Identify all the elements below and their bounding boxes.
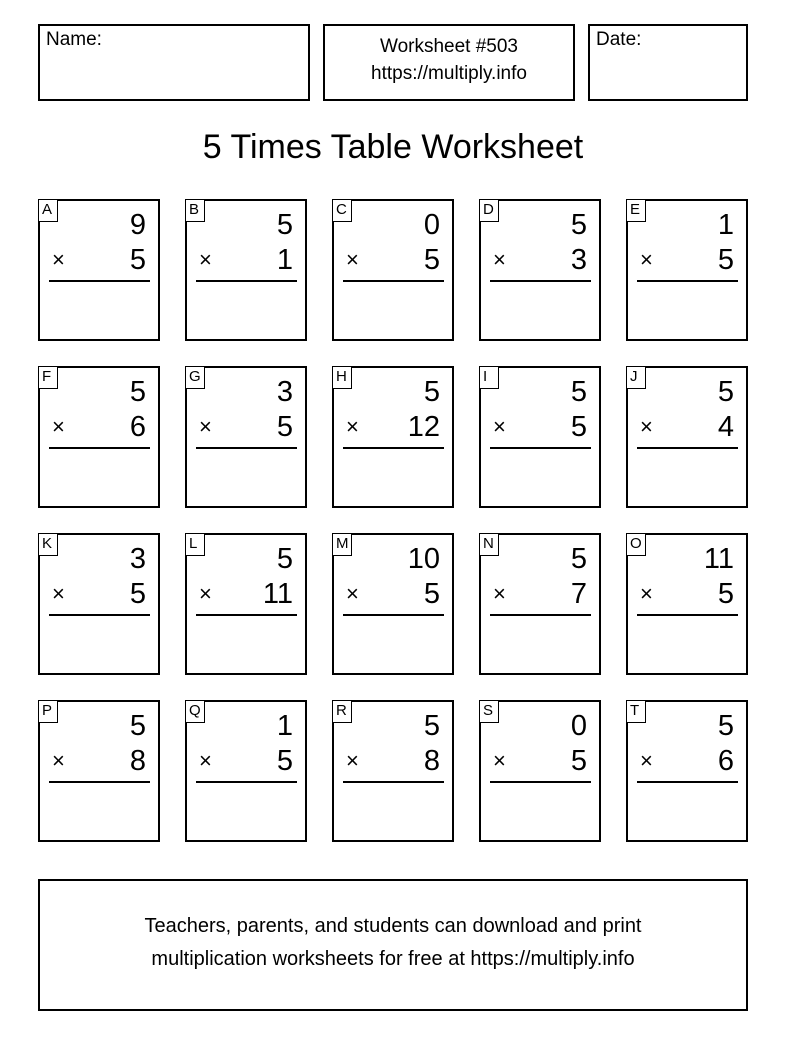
multiplicand: 5: [129, 710, 146, 742]
answer-line: [343, 614, 444, 616]
multiplier: 12: [407, 411, 440, 443]
times-sign: ×: [346, 581, 359, 606]
problem-c[interactable]: [332, 199, 454, 341]
page-title: 5 Times Table Worksheet: [202, 128, 584, 166]
times-sign: ×: [52, 414, 65, 439]
multiplier: 5: [423, 244, 440, 276]
worksheet-url: https://multiply.info: [371, 63, 527, 84]
problem-f[interactable]: [38, 366, 160, 508]
problem-letter: I: [479, 366, 499, 389]
multiplier: 5: [129, 578, 146, 610]
footer-line-2: multiplication worksheets for free at https://multiply.info: [151, 948, 635, 970]
problem-letter: K: [38, 533, 58, 556]
multiplier: 3: [570, 244, 587, 276]
answer-line: [490, 614, 591, 616]
multiplier: 5: [276, 745, 293, 777]
multiplier: 8: [423, 745, 440, 777]
times-sign: ×: [52, 748, 65, 773]
multiplier: 5: [276, 411, 293, 443]
answer-line: [49, 447, 150, 449]
problem-m[interactable]: [332, 533, 454, 675]
problem-letter: E: [626, 199, 646, 222]
problem-letter: T: [626, 700, 646, 723]
problem-letter: H: [332, 366, 352, 389]
multiplier: 6: [129, 411, 146, 443]
multiplicand: 5: [276, 209, 293, 241]
worksheet-number: Worksheet #503: [379, 36, 518, 57]
answer-line: [490, 280, 591, 282]
answer-line: [343, 447, 444, 449]
times-sign: ×: [640, 414, 653, 439]
date-box[interactable]: [588, 24, 748, 101]
problem-letter: P: [38, 700, 58, 723]
problem-p[interactable]: [38, 700, 160, 842]
multiplicand: 5: [276, 543, 293, 575]
times-sign: ×: [346, 748, 359, 773]
multiplicand: 5: [570, 209, 587, 241]
multiplicand: 0: [423, 209, 440, 241]
problem-letter: A: [38, 199, 58, 222]
times-sign: ×: [199, 581, 212, 606]
problem-letter: F: [38, 366, 58, 389]
multiplicand: 5: [423, 376, 440, 408]
multiplicand: 3: [276, 376, 293, 408]
times-sign: ×: [52, 581, 65, 606]
multiplier: 4: [717, 411, 734, 443]
multiplier: 1: [276, 244, 293, 276]
problem-e[interactable]: [626, 199, 748, 341]
multiplicand: 5: [129, 376, 146, 408]
multiplicand: 10: [407, 543, 440, 575]
problem-d[interactable]: [479, 199, 601, 341]
multiplicand: 9: [129, 209, 146, 241]
date-label: Date:: [596, 29, 642, 50]
problem-letter: C: [332, 199, 352, 222]
multiplier: 5: [717, 244, 734, 276]
times-sign: ×: [493, 748, 506, 773]
problem-letter: O: [626, 533, 646, 556]
times-sign: ×: [640, 581, 653, 606]
multiplier: 5: [129, 244, 146, 276]
answer-line: [637, 614, 738, 616]
multiplier: 7: [570, 578, 587, 610]
times-sign: ×: [640, 748, 653, 773]
multiplier: 5: [570, 745, 587, 777]
answer-line: [490, 781, 591, 783]
problem-letter: Q: [185, 700, 205, 723]
multiplier: 5: [570, 411, 587, 443]
answer-line: [49, 280, 150, 282]
name-label: Name:: [46, 29, 102, 50]
multiplier: 11: [262, 578, 293, 610]
problem-k[interactable]: [38, 533, 160, 675]
problem-n[interactable]: [479, 533, 601, 675]
answer-line: [49, 614, 150, 616]
problem-r[interactable]: [332, 700, 454, 842]
problem-t[interactable]: [626, 700, 748, 842]
times-sign: ×: [493, 581, 506, 606]
multiplicand: 3: [129, 543, 146, 575]
multiplier: 6: [717, 745, 734, 777]
answer-line: [196, 447, 297, 449]
times-sign: ×: [199, 748, 212, 773]
multiplicand: 5: [570, 376, 587, 408]
problem-letter: M: [332, 533, 352, 556]
times-sign: ×: [52, 247, 65, 272]
problem-j[interactable]: [626, 366, 748, 508]
problem-letter: D: [479, 199, 499, 222]
times-sign: ×: [640, 247, 653, 272]
times-sign: ×: [346, 247, 359, 272]
problem-letter: L: [185, 533, 205, 556]
problem-letter: N: [479, 533, 499, 556]
answer-line: [49, 781, 150, 783]
problem-q[interactable]: [185, 700, 307, 842]
name-box[interactable]: [38, 24, 310, 101]
footer-line-1: Teachers, parents, and students can download and print: [144, 915, 642, 937]
answer-line: [343, 781, 444, 783]
multiplicand: 5: [717, 376, 734, 408]
problem-a[interactable]: [38, 199, 160, 341]
footer-box: [38, 879, 748, 1011]
multiplicand: 1: [276, 710, 293, 742]
problem-o[interactable]: [626, 533, 748, 675]
problem-letter: R: [332, 700, 352, 723]
answer-line: [343, 280, 444, 282]
problem-s[interactable]: [479, 700, 601, 842]
times-sign: ×: [346, 414, 359, 439]
times-sign: ×: [493, 414, 506, 439]
times-sign: ×: [493, 247, 506, 272]
worksheet-info-box: [323, 24, 575, 101]
problem-l[interactable]: [185, 533, 307, 675]
answer-line: [196, 614, 297, 616]
problem-i[interactable]: [479, 366, 601, 508]
answer-line: [196, 781, 297, 783]
problem-g[interactable]: [185, 366, 307, 508]
multiplier: 5: [717, 578, 734, 610]
problem-b[interactable]: [185, 199, 307, 341]
multiplicand: 1: [717, 209, 734, 241]
multiplier: 8: [129, 745, 146, 777]
multiplier: 5: [423, 578, 440, 610]
times-sign: ×: [199, 247, 212, 272]
answer-line: [637, 781, 738, 783]
multiplicand: 5: [423, 710, 440, 742]
multiplicand: 0: [570, 710, 587, 742]
answer-line: [637, 280, 738, 282]
multiplicand: 5: [717, 710, 734, 742]
problem-letter: B: [185, 199, 205, 222]
times-sign: ×: [199, 414, 212, 439]
answer-line: [637, 447, 738, 449]
multiplicand: 5: [570, 543, 587, 575]
problem-letter: G: [185, 366, 205, 389]
problem-letter: J: [626, 366, 646, 389]
problem-h[interactable]: [332, 366, 454, 508]
multiplicand: 11: [703, 543, 734, 575]
answer-line: [490, 447, 591, 449]
problem-letter: S: [479, 700, 499, 723]
answer-line: [196, 280, 297, 282]
